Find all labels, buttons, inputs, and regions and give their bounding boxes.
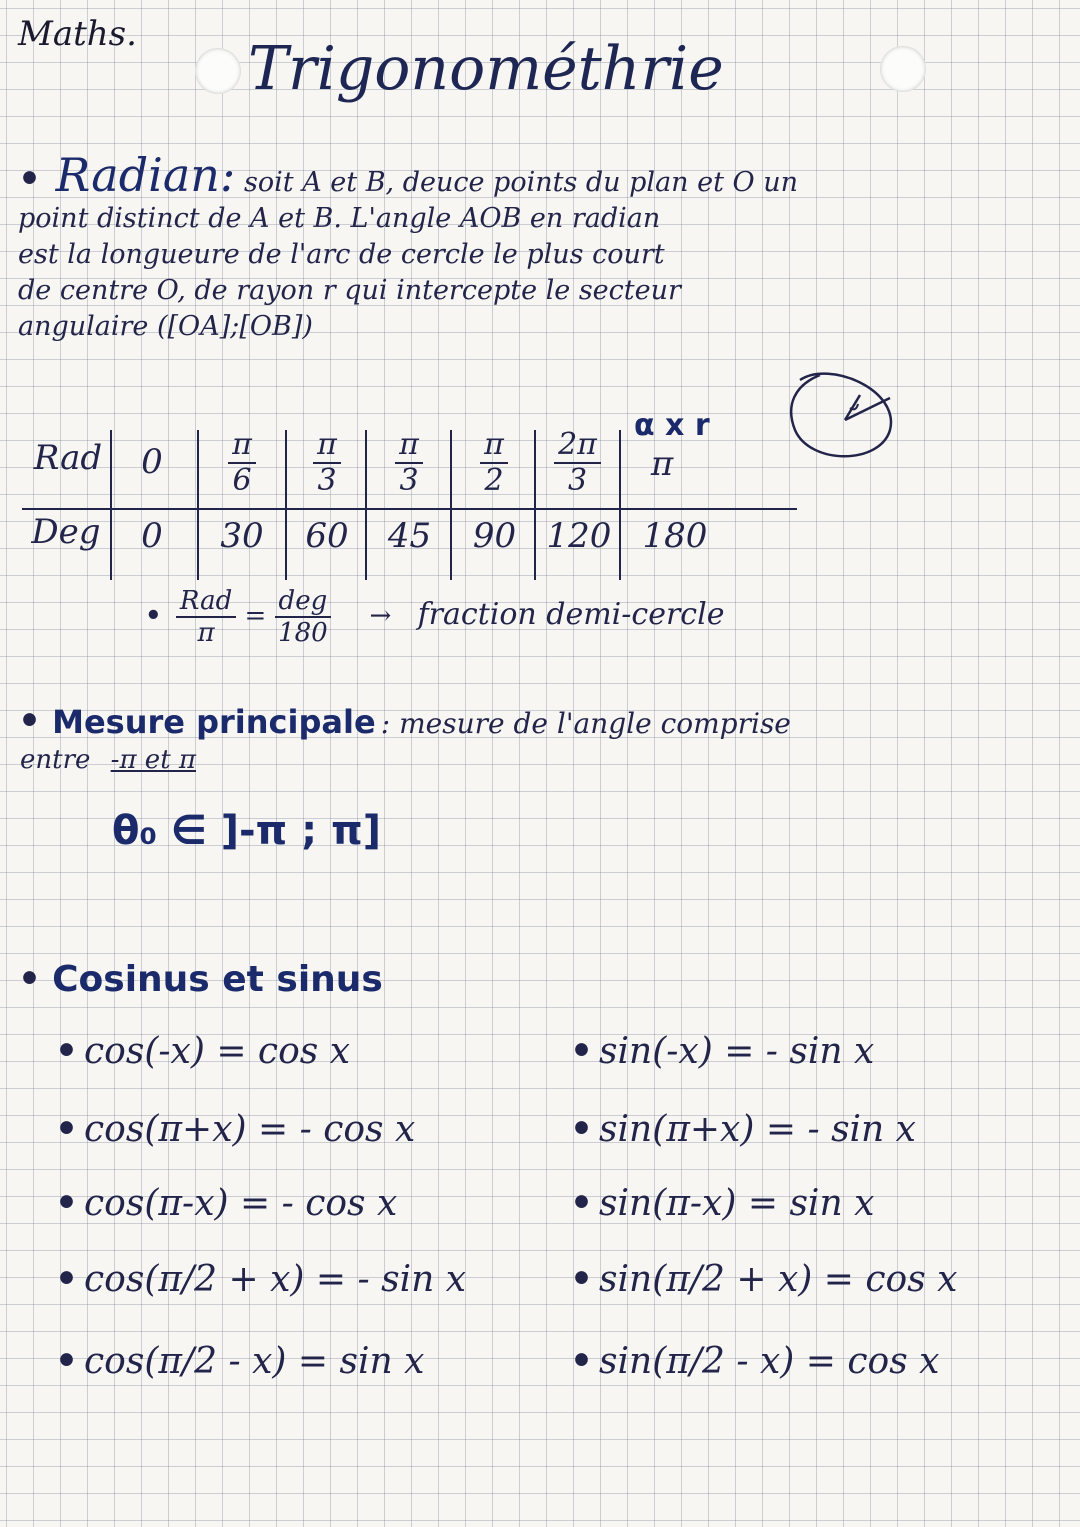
cos-formula: • cos(π/2 + x) = - sin x: [55, 1258, 467, 1300]
mesure-range: -π et π: [110, 745, 196, 775]
cos-formula: • cos(-x) = cos x: [55, 1030, 350, 1072]
sin-formula: • sin(π-x) = sin x: [570, 1182, 875, 1224]
deg-cell: 30: [220, 516, 264, 556]
row-label-deg: Deg: [31, 512, 101, 552]
conversion-note: fraction demi-cercle: [417, 597, 725, 632]
rad-cell: $\frac{\pi}{3}$: [374, 430, 444, 496]
radian-line-2: point distinct de A et B. L'angle AOB en radian: [18, 203, 661, 234]
mesure-formula: θ₀ ∈ ]-π ; π]: [112, 808, 382, 854]
rad-cell: π: [650, 444, 674, 484]
cos-formula: • cos(π/2 - x) = sin x: [55, 1340, 425, 1382]
rad-cell: 0: [141, 442, 163, 482]
deg-cell: 90: [472, 516, 517, 556]
rad-cell: $\frac{\pi}{3}$: [292, 430, 362, 496]
row-label-rad: Rad: [33, 438, 103, 478]
cos-formula: • cos(π+x) = - cos x: [55, 1108, 416, 1150]
rad-cell: $\frac{\pi}{2}$: [459, 430, 529, 496]
cosinus-heading: Cosinus et sinus: [52, 959, 383, 1000]
punch-hole-left: [195, 48, 241, 94]
deg-cell: 180: [642, 516, 708, 556]
radian-heading: Radian:: [55, 148, 236, 202]
alpha-times-r: α x r: [634, 408, 710, 443]
cos-formula: • cos(π-x) = - cos x: [55, 1182, 398, 1224]
mesure-text: : mesure de l'angle comprise: [380, 707, 791, 740]
mesure-section: • Mesure principale : mesure de l'angle comprise: [18, 700, 791, 742]
radian-line-5: angulaire ([OA];[OB]): [18, 311, 313, 342]
sin-formula: • sin(π/2 - x) = cos x: [570, 1340, 940, 1382]
mesure-text-2: entre -π et π: [20, 745, 196, 775]
radian-line-4: de centre O, de rayon r qui intercepte le secteur: [18, 275, 681, 306]
cosinus-section: • Cosinus et sinus: [18, 958, 383, 1000]
deg-cell: 60: [305, 516, 349, 556]
sin-formula: • sin(-x) = - sin x: [570, 1030, 875, 1072]
deg-cell: 45: [387, 516, 432, 556]
deg-cell: 120: [546, 516, 612, 556]
mesure-heading: Mesure principale: [52, 703, 376, 741]
bullet: •: [18, 158, 42, 200]
punch-hole-right: [880, 46, 926, 92]
arrow-icon: →: [369, 601, 392, 631]
table-divider: [22, 508, 797, 510]
page-title: Trigonométhrie: [248, 34, 724, 104]
sin-formula: • sin(π+x) = - sin x: [570, 1108, 916, 1150]
subject-label: Maths.: [18, 14, 137, 54]
radian-section: [18, 148, 1058, 342]
angle-table: [22, 427, 802, 580]
rad-cell: $\frac{2\pi}{3}$: [540, 430, 615, 496]
conversion-formula: • $\frac{\text{Rad}}{\pi}$ = $\frac{\text{deg}}{180}$ → fraction demi-cercle: [145, 586, 725, 648]
deg-cell: 0: [141, 516, 163, 556]
sin-formula: • sin(π/2 + x) = cos x: [570, 1258, 958, 1300]
radian-line-1: soit A et B, deuce points du plan et O un: [244, 167, 799, 198]
radian-line-3: est la longueure de l'arc de cercle le plus court: [18, 239, 665, 270]
rad-cell: $\frac{\pi}{6}$: [207, 430, 277, 496]
